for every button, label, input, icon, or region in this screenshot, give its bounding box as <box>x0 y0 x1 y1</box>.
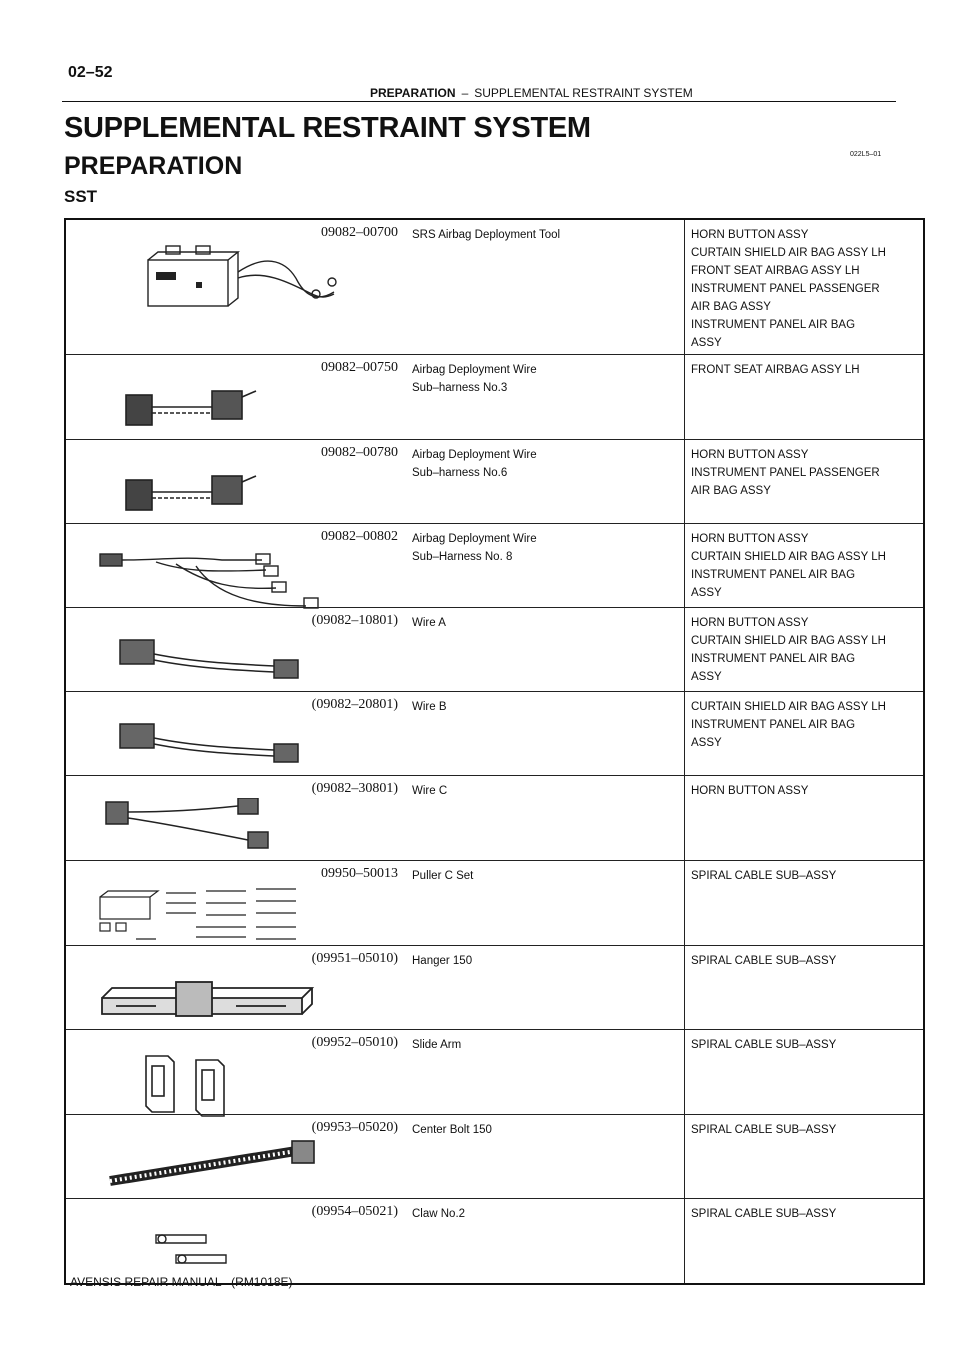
usage-cell <box>685 776 925 861</box>
tool-name-line: Sub–harness No.6 <box>412 467 508 479</box>
illustration-cell <box>65 1199 406 1285</box>
usage-line: HORN BUTTON ASSY <box>691 533 809 545</box>
part-number: (09952–05010) <box>311 1035 398 1050</box>
usage-line: CURTAIN SHIELD AIR BAG ASSY LH <box>691 551 886 563</box>
tool-name-line: Wire C <box>412 785 448 797</box>
illustration-cell <box>65 861 406 946</box>
tool-name-cell <box>406 861 685 946</box>
usage-cell <box>685 1030 925 1115</box>
usage-line: CURTAIN SHIELD AIR BAG ASSY LH <box>691 635 886 647</box>
tool-name-cell <box>406 524 685 608</box>
usage-line: ASSY <box>691 737 722 749</box>
usage-cell <box>685 861 925 946</box>
split-wire-illustration <box>96 798 346 863</box>
illustration-cell <box>65 1030 406 1115</box>
illustration-cell <box>65 776 406 861</box>
usage-cell <box>685 1199 925 1285</box>
tool-name-cell <box>406 1030 685 1115</box>
running-head <box>370 86 693 100</box>
table-row <box>65 946 924 1030</box>
part-number: (09082–30801) <box>311 781 398 796</box>
tool-name-line: Center Bolt 150 <box>412 1124 492 1136</box>
part-number: (09082–20801) <box>311 697 398 712</box>
wire-harness-illustration <box>96 377 346 442</box>
usage-line: HORN BUTTON ASSY <box>691 449 809 461</box>
wire-illustration <box>96 714 346 779</box>
sst-label: SST <box>64 187 98 206</box>
tool-name-cell <box>406 440 685 524</box>
tool-name-line: Hanger 150 <box>412 955 473 967</box>
usage-line: SPIRAL CABLE SUB–ASSY <box>691 1039 837 1051</box>
footer: AVENSIS REPAIR MANUAL (RM1018E) <box>70 1275 293 1289</box>
tool-name-line: Airbag Deployment Wire <box>412 533 537 545</box>
part-number: 09082–00780 <box>321 445 398 460</box>
usage-line: INSTRUMENT PANEL AIR BAG <box>691 653 856 665</box>
page-number: 02–52 <box>68 64 113 81</box>
usage-line: HORN BUTTON ASSY <box>691 229 809 241</box>
part-number: 09082–00700 <box>321 225 398 240</box>
table-row <box>65 861 924 946</box>
usage-line: FRONT SEAT AIRBAG ASSY LH <box>691 364 860 376</box>
table-row <box>65 524 924 608</box>
tool-name-line: Sub–harness No.3 <box>412 382 508 394</box>
table-row <box>65 440 924 524</box>
part-number: 09082–00750 <box>321 360 398 375</box>
table-row <box>65 1199 924 1285</box>
tool-name-cell <box>406 946 685 1030</box>
usage-line: CURTAIN SHIELD AIR BAG ASSY LH <box>691 701 886 713</box>
running-head-subsection: SUPPLEMENTAL RESTRAINT SYSTEM <box>474 86 693 100</box>
illustration-cell <box>65 692 406 776</box>
part-number: 09082–00802 <box>321 529 398 544</box>
running-head-section: PREPARATION <box>370 86 456 100</box>
usage-line: ASSY <box>691 671 722 683</box>
deployment-tool-illustration <box>96 242 346 327</box>
usage-cell <box>685 1115 925 1199</box>
illustration-cell <box>65 608 406 692</box>
part-number: (09954–05021) <box>311 1204 398 1219</box>
table-row <box>65 608 924 692</box>
usage-line: SPIRAL CABLE SUB–ASSY <box>691 955 837 967</box>
illustration-cell <box>65 219 406 355</box>
table-row <box>65 219 924 355</box>
usage-cell <box>685 219 925 355</box>
table-row <box>65 776 924 861</box>
running-head-separator: – <box>461 86 469 100</box>
sst-table <box>64 218 925 1285</box>
tool-name-cell <box>406 608 685 692</box>
usage-line: HORN BUTTON ASSY <box>691 617 809 629</box>
table-row <box>65 1030 924 1115</box>
tool-name-line: Wire B <box>412 701 447 713</box>
usage-line: AIR BAG ASSY <box>691 301 771 313</box>
usage-line: INSTRUMENT PANEL AIR BAG <box>691 569 856 581</box>
usage-line: FRONT SEAT AIRBAG ASSY LH <box>691 265 860 277</box>
image-code: 022L5–01 <box>850 151 882 158</box>
usage-cell <box>685 692 925 776</box>
usage-line: ASSY <box>691 337 722 349</box>
tool-name-cell <box>406 1115 685 1199</box>
usage-line: AIR BAG ASSY <box>691 485 771 497</box>
tool-name-line: Wire A <box>412 617 446 629</box>
header-rule <box>62 101 896 102</box>
illustration-cell <box>65 355 406 440</box>
usage-line: SPIRAL CABLE SUB–ASSY <box>691 870 837 882</box>
usage-cell <box>685 524 925 608</box>
illustration-cell <box>65 946 406 1030</box>
tool-name-line: Sub–Harness No. 8 <box>412 551 513 563</box>
usage-line: HORN BUTTON ASSY <box>691 785 809 797</box>
usage-line: ASSY <box>691 587 722 599</box>
usage-cell <box>685 946 925 1030</box>
usage-line: SPIRAL CABLE SUB–ASSY <box>691 1208 837 1220</box>
part-number: (09082–10801) <box>311 613 398 628</box>
illustration-cell <box>65 1115 406 1199</box>
usage-cell <box>685 440 925 524</box>
part-number: 09950–50013 <box>321 866 398 881</box>
illustration-cell <box>65 524 406 608</box>
wire-illustration <box>96 630 346 695</box>
part-number: (09953–05020) <box>311 1120 398 1135</box>
center-bolt-illustration <box>96 1137 346 1202</box>
tool-name-line: Airbag Deployment Wire <box>412 449 537 461</box>
tool-name-cell <box>406 692 685 776</box>
section-title: PREPARATION <box>64 152 243 180</box>
wire-harness-illustration <box>96 462 346 527</box>
usage-line: INSTRUMENT PANEL AIR BAG <box>691 719 856 731</box>
part-number: (09951–05010) <box>311 951 398 966</box>
usage-cell <box>685 608 925 692</box>
page-title: SUPPLEMENTAL RESTRAINT SYSTEM <box>64 112 591 144</box>
illustration-cell <box>65 440 406 524</box>
usage-line: INSTRUMENT PANEL PASSENGER <box>691 467 880 479</box>
table-row <box>65 355 924 440</box>
tool-name-cell <box>406 1199 685 1285</box>
tool-name-line: Claw No.2 <box>412 1208 466 1220</box>
usage-line: CURTAIN SHIELD AIR BAG ASSY LH <box>691 247 886 259</box>
usage-line: SPIRAL CABLE SUB–ASSY <box>691 1124 837 1136</box>
tool-name-line: Puller C Set <box>412 870 474 882</box>
hanger-illustration <box>96 968 346 1033</box>
table-row <box>65 692 924 776</box>
tool-name-cell <box>406 776 685 861</box>
usage-cell <box>685 355 925 440</box>
tool-name-cell <box>406 355 685 440</box>
usage-line: INSTRUMENT PANEL PASSENGER <box>691 283 880 295</box>
tool-name-cell <box>406 219 685 355</box>
tool-name-line: SRS Airbag Deployment Tool <box>412 229 561 241</box>
table-row <box>65 1115 924 1199</box>
usage-line: INSTRUMENT PANEL AIR BAG <box>691 319 856 331</box>
tool-name-line: Airbag Deployment Wire <box>412 364 537 376</box>
tool-name-line: Slide Arm <box>412 1039 462 1051</box>
